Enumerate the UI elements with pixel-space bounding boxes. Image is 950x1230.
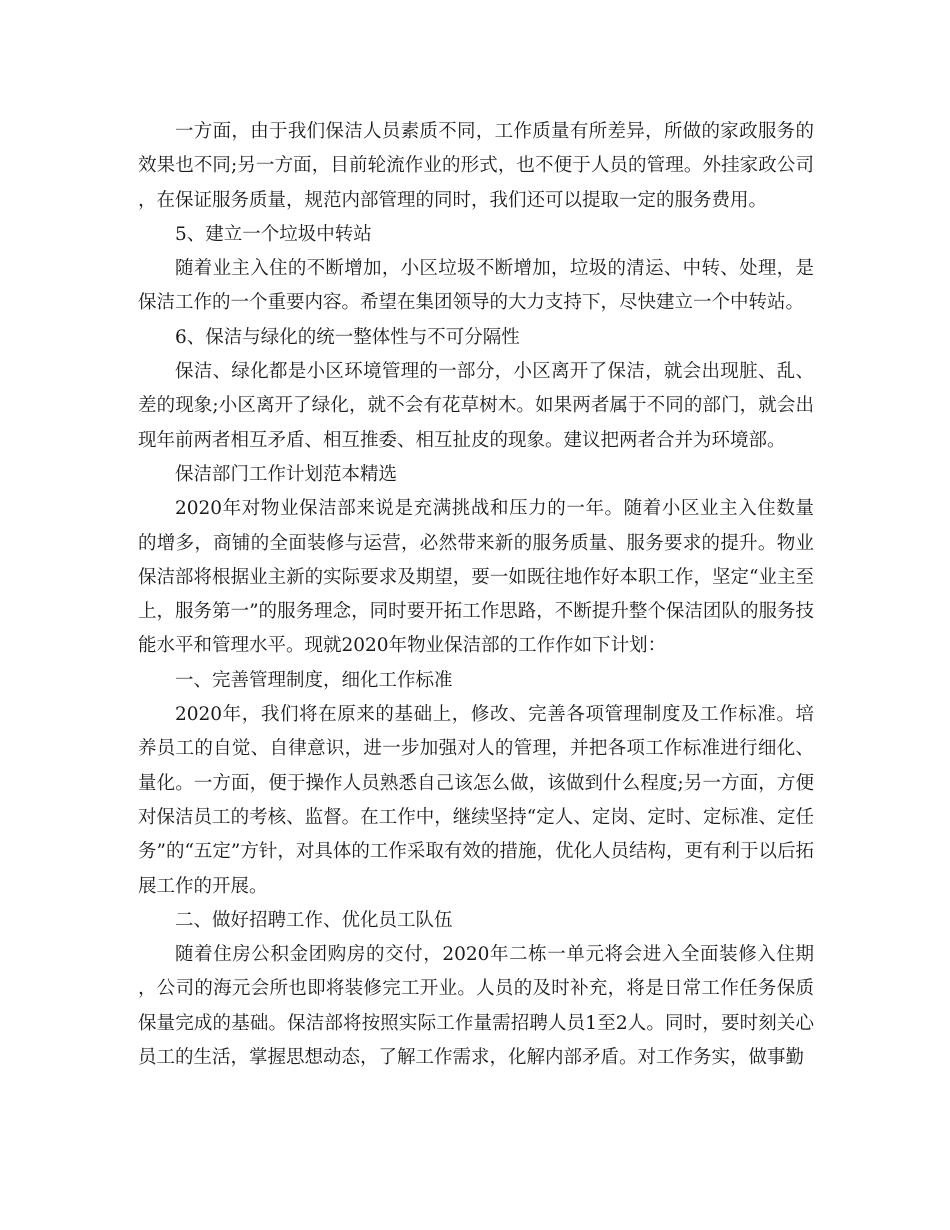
- paragraph-management-system: 2020年，我们将在原来的基础上，修改、完善各项管理制度及工作标准。培养员工的自觉、自律意识，进一步加强对人的管理，并把各项工作标准进行细化、量化。一方面，便于操作人员熟悉自己该怎么做，该做到什么程度;另一方面，方便对保洁员工的考核、监督。在工作中，继续坚持“定人、定岗、定时、定标准、定任务”的“五定”方针，对具体的工作采取有效的措施，优化人员结构，更有利于以后拓展工作的开展。: [138, 704, 814, 897]
- paragraph-outsourcing: 一方面，由于我们保洁人员素质不同，工作质量有所差异，所做的家政服务的效果也不同;另一方面，目前轮流作业的形式，也不便于人员的管理。外挂家政公司，在保证服务质量，规范内部管理的同时，我们还可以提取一定的服务费用。: [138, 121, 814, 211]
- paragraph-recruitment: 随着住房公积金团购房的交付，2020年二栋一单元将会进入全面装修入住期，公司的海元会所也即将装修完工开业。人员的及时补充，将是日常工作任务保质保量完成的基础。保洁部将按照实际工作量需招聘人员1至2人。同时，要时刻关心员工的生活，掌握思想动态，了解工作需求，化解内部矛盾。对工作务实，做事勤: [138, 944, 814, 1069]
- section-title: 保洁部门工作计划范本精选: [175, 463, 398, 485]
- document-body: [138, 115, 814, 1075]
- paragraph-intro-2020: 2020年对物业保洁部来说是充满挑战和压力的一年。随着小区业主入住数量的增多，商铺的全面装修与运营，必然带来新的服务质量、服务要求的提升。物业保洁部将根据业主新的实际要求及期望，要一如既往地作好本职工作，坚定“业主至上，服务第一”的服务理念，同时要开拓工作思路，不断提升整个保洁团队的服务技能水平和管理水平。现就2020年物业保洁部的工作作如下计划：: [138, 498, 814, 657]
- paragraph-cleaning-greening: 保洁、绿化都是小区环境管理的一部分，小区离开了保洁，就会出现脏、乱、差的现象;小区离开了绿化，就不会有花草树木。如果两者属于不同的部门，就会出现年前两者相互矛盾、相互推委、相互扯皮的现象。建议把两者合并为环境部。: [138, 361, 814, 451]
- heading-recruitment: 二、做好招聘工作、优化员工队伍: [175, 909, 453, 931]
- heading-management-system: 一、完善管理制度，细化工作标准: [175, 669, 453, 691]
- heading-cleaning-greening: 6、保洁与绿化的统一整体性与不可分隔性: [175, 326, 520, 348]
- heading-garbage-station: 5、建立一个垃圾中转站: [175, 223, 372, 245]
- paragraph-garbage-station: 随着业主入住的不断增加，小区垃圾不断增加，垃圾的清运、中转、处理，是保洁工作的一个重要内容。希望在集团领导的大力支持下，尽快建立一个中转站。: [138, 258, 814, 314]
